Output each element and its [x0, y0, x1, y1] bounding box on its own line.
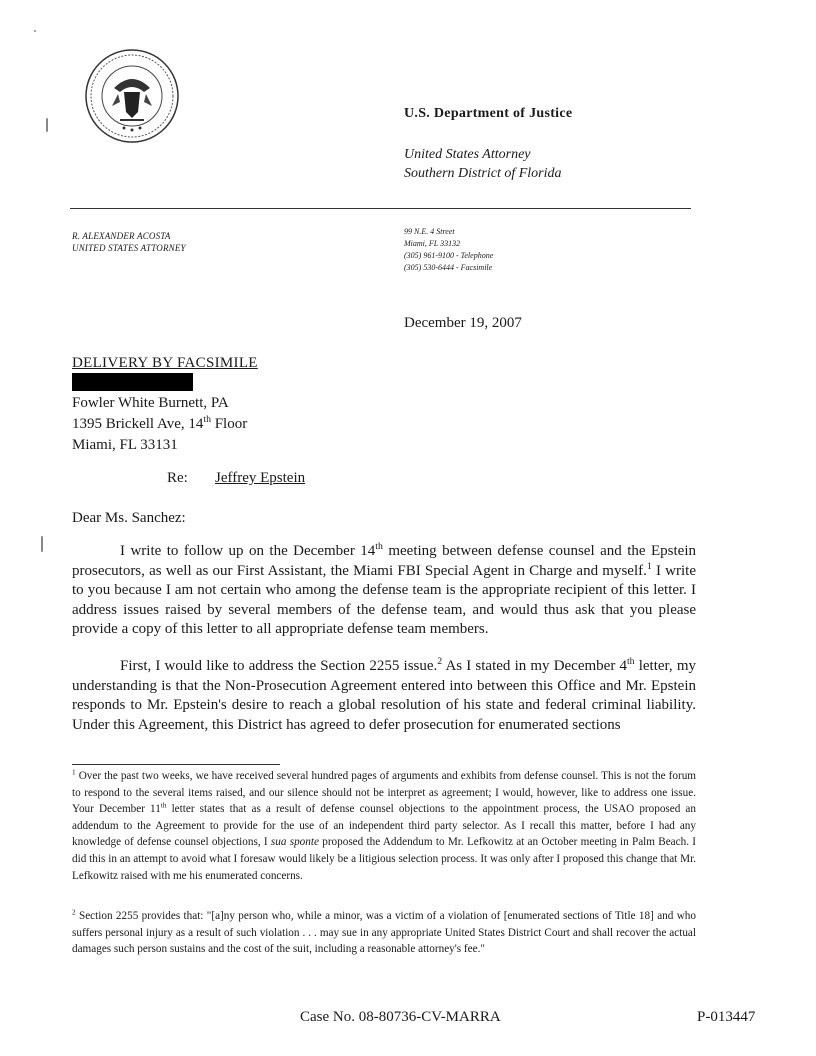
department-name: U.S. Department of Justice	[404, 106, 573, 121]
addressee-firm: Fowler White Burnett, PA	[72, 395, 229, 411]
letter-date: December 19, 2007	[404, 315, 522, 331]
doj-seal-icon	[84, 48, 180, 144]
scan-speck	[41, 536, 43, 552]
attorney-title: UNITED STATES ATTORNEY	[72, 243, 186, 253]
attorney-name: R. ALEXANDER ACOSTA	[72, 231, 171, 241]
footnote-2: $^2$ Section 2255 provides that: "[a]ny person who, while a minor, was a victim of a violation of [enumerated sections of Title 18] and who suffers personal injury as a result of such violation . . . may sue in any appropriate United States District Court and shall recover the actual damages such person sustains and the cost of the suit, including a reasonable attorney's fee."	[72, 908, 696, 956]
scan-speck	[34, 30, 36, 32]
footnote-ref-1: 1	[646, 560, 652, 572]
footnote-ref-2: 2	[437, 656, 443, 667]
re-subject: Jeffrey Epstein	[215, 470, 306, 486]
addressee-street: 1395 Brickell Ave, 14th Floor	[72, 414, 248, 432]
addressee-city: Miami, FL 33131	[72, 437, 178, 453]
office-line-2: Southern District of Florida	[404, 166, 562, 181]
office-block	[404, 145, 562, 183]
addressee-block	[72, 393, 247, 456]
body-paragraph-1: I write to follow up on the December 14th meeting between defense counsel and the Epstein prosecutors, as well as our First Assistant, the Miami FBI Special Agent in Charge and myself.$^1$ I write to you because I am not certain who among the defense team is the appropriate recipient of this letter. I address issues raised by several members of the defense team, and would thus ask that you please provide a copy of this letter to all appropriate defense team members.	[72, 541, 696, 637]
office-street: 99 N.E. 4 Street	[404, 227, 455, 236]
office-phone: (305) 961-9100 - Telephone	[404, 251, 494, 260]
delivery-method: DELIVERY BY FACSIMILE	[72, 355, 258, 371]
office-fax: (305) 530-6444 - Facsimile	[404, 263, 493, 272]
case-number: Case No. 08-80736-CV-MARRA	[300, 1009, 501, 1025]
salutation: Dear Ms. Sanchez:	[72, 510, 186, 526]
office-address	[404, 226, 493, 274]
attorney-block	[72, 230, 186, 254]
footnote-1: $^1$ Over the past two weeks, we have received several hundred pages of arguments and exhibits from defense counsel. This is not the forum to respond to the several items raised, and our silence should not be interpret as agreement; I would, however, like to address one issue. Your December 11th letter states that as a result of defense counsel objections to the appointment process, the USAO proposed an addendum to the Agreement to provide for the use of an independent third party selector. As I recall this matter, before I had any knowledge of defense counsel objections, I sua sponte proposed the Addendum to Mr. Lefkowitz at an October meeting in Palm Beach. I did this in an attempt to avoid what I foresaw would likely be a litigious selection process. It was only after I proposed this change that Mr. Lefkowitz raised with me his enumerated concerns.	[72, 768, 697, 882]
office-line-1: United States Attorney	[404, 147, 531, 162]
scan-speck	[46, 118, 48, 132]
footnote-divider	[72, 764, 280, 765]
body-paragraph-2: First, I would like to address the Section 2255 issue.$^2$ As I stated in my December 4th letter, my understanding is that the Non-Prosecution Agreement entered into between this Office and Mr. Epstein responds to Mr. Epstein's desire to reach a global resolution of his state and federal criminal liability. Under this Agreement, this District has agreed to defer prosecution for enumerated sections	[72, 656, 696, 733]
office-city: Miami, FL 33132	[404, 239, 461, 248]
redaction-bar	[72, 373, 193, 391]
bates-number: P-013447	[697, 1009, 756, 1025]
re-label: Re:	[167, 470, 188, 486]
letterhead-divider	[70, 208, 691, 209]
